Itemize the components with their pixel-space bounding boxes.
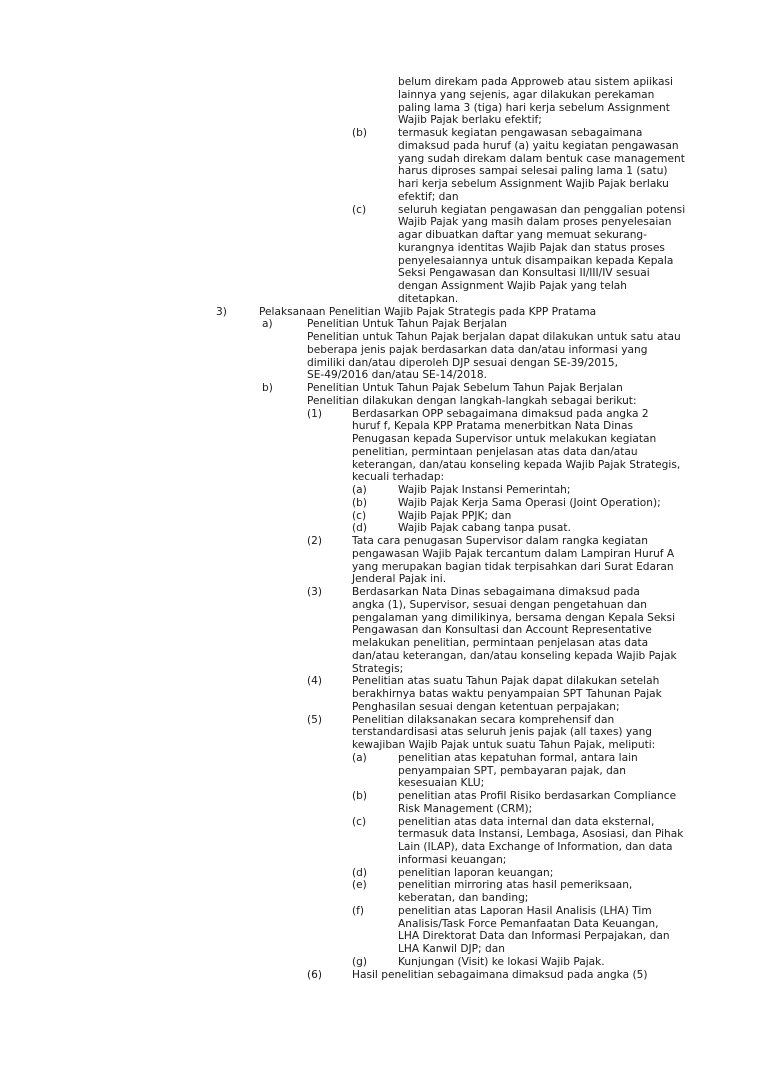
list-item-text — [398, 956, 762, 969]
text-line: penelitian, permintaan penjelasan atas data dan/atau — [352, 445, 638, 458]
text-line: keterangan, dan/atau konseling kepada Wajib Pajak Strategis, — [352, 458, 681, 471]
list-item-text — [307, 382, 762, 408]
list-item — [0, 867, 762, 880]
text-line: kurangnya identitas Wajib Pajak dan status proses — [398, 241, 665, 254]
text-line: Penelitian untuk Tahun Pajak berjalan dapat dilakukan untuk satu atau — [307, 331, 681, 343]
list-item — [0, 675, 762, 713]
list-item-label: (b) — [352, 790, 367, 802]
text-line: terstandardisasi atas seluruh jenis pajak (all taxes) yang — [352, 726, 653, 739]
list-item-label: a) — [262, 318, 273, 331]
text-line: Penghasilan sesuai dengan ketentuan perpajakan; — [352, 700, 620, 713]
list-item-text — [398, 76, 762, 127]
list-item — [0, 535, 762, 586]
text-line: LHA Kanwil DJP; dan — [398, 943, 505, 955]
text-line: beberapa jenis pajak berdasarkan data dan/atau informasi yang — [307, 343, 648, 356]
text-line: Seksi Pengawasan dan Konsultasi II/III/IV sesuai — [398, 267, 650, 280]
list-item-label: (g) — [352, 955, 367, 968]
text-line: Berdasarkan OPP sebagaimana dimaksud pada angka 2 — [352, 407, 649, 420]
text-line: Risk Management (CRM); — [398, 802, 533, 815]
text-line: termasuk data Instansi, Lembaga, Asosiasi, dan Pihak — [398, 828, 684, 841]
text-line: SE-49/2016 dan/atau SE-14/2018. — [307, 369, 487, 382]
list-item-label: (a) — [352, 751, 367, 764]
list-item — [0, 127, 762, 204]
text-line: kesesuaian KLU; — [398, 777, 485, 790]
text-line: keberatan, dan banding; — [398, 892, 529, 904]
document-body — [0, 76, 762, 981]
list-item — [0, 484, 762, 497]
text-line: penyampaian SPT, pembayaran pajak, dan — [398, 764, 627, 777]
text-line: huruf f, Kepala KPP Pratama menerbitkan Nata Dinas — [352, 420, 634, 433]
text-line: penelitian atas Laporan Hasil Analisis (LHA) Tim — [398, 904, 652, 917]
text-line: yang sudah direkam dalam bentuk case management — [398, 152, 685, 165]
text-line: kewajiban Wajib Pajak untuk suatu Tahun Pajak, meliputi: — [352, 739, 656, 751]
list-item — [0, 586, 762, 675]
text-line: penelitian atas Profil Risiko berdasarkan Compliance — [398, 790, 677, 802]
text-line: Wajib Pajak cabang tanpa pusat. — [398, 522, 571, 535]
text-line: seluruh kegiatan pengawasan dan penggalian potensi — [398, 203, 686, 216]
list-item — [0, 510, 762, 523]
text-line: LHA Direktorat Data dan Informasi Perpajakan, dan — [398, 930, 670, 943]
list-item — [0, 522, 762, 535]
list-item — [0, 497, 762, 510]
text-line: pengalaman yang dimilikinya, bersama dengan Kepala Seksi — [352, 611, 676, 624]
text-line: ditetapkan. — [398, 292, 459, 305]
text-line: berakhirnya batas waktu penyampaian SPT Tahunan Pajak — [352, 688, 662, 700]
text-line: Wajib Pajak yang masih dalam proses penyelesaian — [398, 216, 672, 229]
text-line: paling lama 3 (tiga) hari kerja sebelum Assignment — [398, 101, 670, 114]
list-item — [0, 752, 762, 790]
list-item — [0, 714, 762, 752]
text-line: informasi keuangan; — [398, 853, 507, 866]
list-item-text — [398, 497, 762, 510]
list-item-text — [352, 586, 762, 675]
list-item-text — [352, 714, 762, 752]
list-item-label: (f) — [352, 904, 364, 917]
list-item — [0, 306, 762, 319]
text-line: Lain (ILAP), data Exchange of Information, dan data — [398, 841, 673, 853]
text-line: Wajib Pajak PPJK; dan — [398, 509, 512, 522]
text-line: Wajib Pajak Instansi Pemerintah; — [398, 484, 571, 496]
text-line: pengawasan Wajib Pajak tercantum dalam Lampiran Huruf A — [352, 547, 675, 560]
list-item — [0, 408, 762, 485]
list-item-text — [398, 510, 762, 523]
text-line: kecuali terhadap: — [352, 471, 445, 484]
text-line: Pelaksanaan Penelitian Wajib Pajak Strategis pada KPP Pratama — [259, 305, 597, 318]
text-line: termasuk kegiatan pengawasan sebagaimana — [398, 127, 643, 139]
text-line: efektif; dan — [398, 190, 459, 203]
list-item-label: (d) — [352, 522, 367, 535]
list-item-label: (6) — [307, 968, 323, 981]
list-item-label: (5) — [307, 713, 323, 726]
text-line: hari kerja sebelum Assignment Wajib Pajak berlaku — [398, 178, 669, 190]
list-item — [0, 204, 762, 306]
list-item-label: b) — [262, 382, 273, 394]
text-line: Kunjungan (Visit) ke lokasi Wajib Pajak. — [398, 955, 605, 968]
list-item-text — [352, 969, 762, 982]
text-line: Penelitian Untuk Tahun Pajak Berjalan — [307, 318, 507, 331]
list-item — [0, 905, 762, 956]
text-line: Wajib Pajak Kerja Sama Operasi (Joint Operation); — [398, 496, 661, 509]
list-item-label: (3) — [307, 586, 323, 598]
list-item-text — [398, 484, 762, 497]
list-item — [0, 956, 762, 969]
list-item — [0, 969, 762, 982]
text-line: Jenderal Pajak ini. — [352, 573, 447, 586]
text-line: dimiliki dan/atau diperoleh DJP sesuai dengan SE-39/2015, — [307, 356, 619, 369]
list-item-label: (c) — [352, 509, 367, 522]
text-line: dengan Assignment Wajib Pajak yang telah — [398, 280, 627, 292]
list-item-label: (4) — [307, 675, 323, 688]
list-item — [0, 76, 762, 127]
list-item-text — [398, 867, 762, 880]
list-item-label: (c) — [352, 815, 367, 828]
text-line: yang merupakan bagian tidak terpisahkan dari Surat Edaran — [352, 560, 674, 573]
list-item-label: (2) — [307, 535, 323, 547]
list-item-text — [398, 127, 762, 204]
list-item-text — [259, 306, 762, 319]
list-item — [0, 816, 762, 867]
list-item-text — [352, 408, 762, 485]
text-line: belum direkam pada Approweb atau sistem apiikasi — [398, 76, 673, 88]
list-item-text — [398, 752, 762, 790]
text-line: melakukan penelitian, permintaan penjelasan atas data — [352, 637, 649, 649]
text-line: Tata cara penugasan Supervisor dalam rangka kegiatan — [352, 535, 648, 547]
text-line: Penelitian Untuk Tahun Pajak Sebelum Tahun Pajak Berjalan — [307, 382, 623, 394]
text-line: Wajib Pajak berlaku efektif; — [398, 114, 542, 127]
list-item-text — [398, 905, 762, 956]
list-item-text — [398, 522, 762, 535]
list-item-label: (b) — [352, 496, 367, 509]
text-line: Penelitian atas suatu Tahun Pajak dapat dilakukan setelah — [352, 675, 660, 688]
list-item-text — [398, 816, 762, 867]
list-item-text — [352, 675, 762, 713]
list-item-text — [398, 879, 762, 905]
text-line: angka (1), Supervisor, sesuai dengan pengetahuan dan — [352, 598, 647, 611]
list-item-label: (b) — [352, 127, 367, 139]
text-line: Penelitian dilakukan dengan langkah-langkah sebagai berikut: — [307, 394, 637, 407]
list-item-label: (c) — [352, 203, 367, 216]
text-line: Penugasan kepada Supervisor untuk melakukan kegiatan — [352, 433, 657, 445]
text-line: penelitian mirroring atas hasil pemeriksaan, — [398, 879, 633, 892]
text-line: dan/atau keterangan, dan/atau konseling kepada Wajib Pajak — [352, 649, 677, 662]
list-item — [0, 318, 762, 382]
list-item-label: (d) — [352, 866, 367, 879]
text-line: Strategis; — [352, 662, 404, 675]
list-item-label: (1) — [307, 407, 323, 420]
text-line: Pengawasan dan Konsultasi dan Account Representative — [352, 624, 652, 637]
list-item — [0, 879, 762, 905]
text-line: Analisis/Task Force Pemanfaatan Data Keuangan, — [398, 917, 659, 930]
list-item-text — [398, 790, 762, 816]
list-item-label: (e) — [352, 879, 367, 892]
text-line: penelitian atas kepatuhan formal, antara lain — [398, 751, 638, 764]
text-line: Berdasarkan Nata Dinas sebagaimana dimaksud pada — [352, 586, 640, 598]
text-line: penelitian atas data internal dan data eksternal, — [398, 815, 655, 828]
text-line: harus diproses sampai selesai paling lama 1 (satu) — [398, 165, 668, 178]
text-line: Hasil penelitian sebagaimana dimaksud pada angka (5) — [352, 968, 648, 981]
list-item-label: 3) — [216, 305, 227, 318]
list-item-label: (a) — [352, 484, 367, 496]
list-item-text — [352, 535, 762, 586]
list-item — [0, 790, 762, 816]
text-line: penyelesaiannya untuk disampaikan kepada Kepala — [398, 254, 674, 267]
text-line: penelitian laporan keuangan; — [398, 866, 554, 879]
text-line: Penelitian dilaksanakan secara komprehensif dan — [352, 713, 615, 726]
list-item-text — [398, 204, 762, 306]
text-line: dimaksud pada huruf (a) yaitu kegiatan pengawasan — [398, 139, 679, 152]
text-line: lainnya yang sejenis, agar dilakukan perekaman — [398, 88, 655, 101]
list-item — [0, 382, 762, 408]
text-line: agar dibuatkan daftar yang memuat sekurang- — [398, 229, 647, 241]
list-item-text — [307, 318, 762, 382]
